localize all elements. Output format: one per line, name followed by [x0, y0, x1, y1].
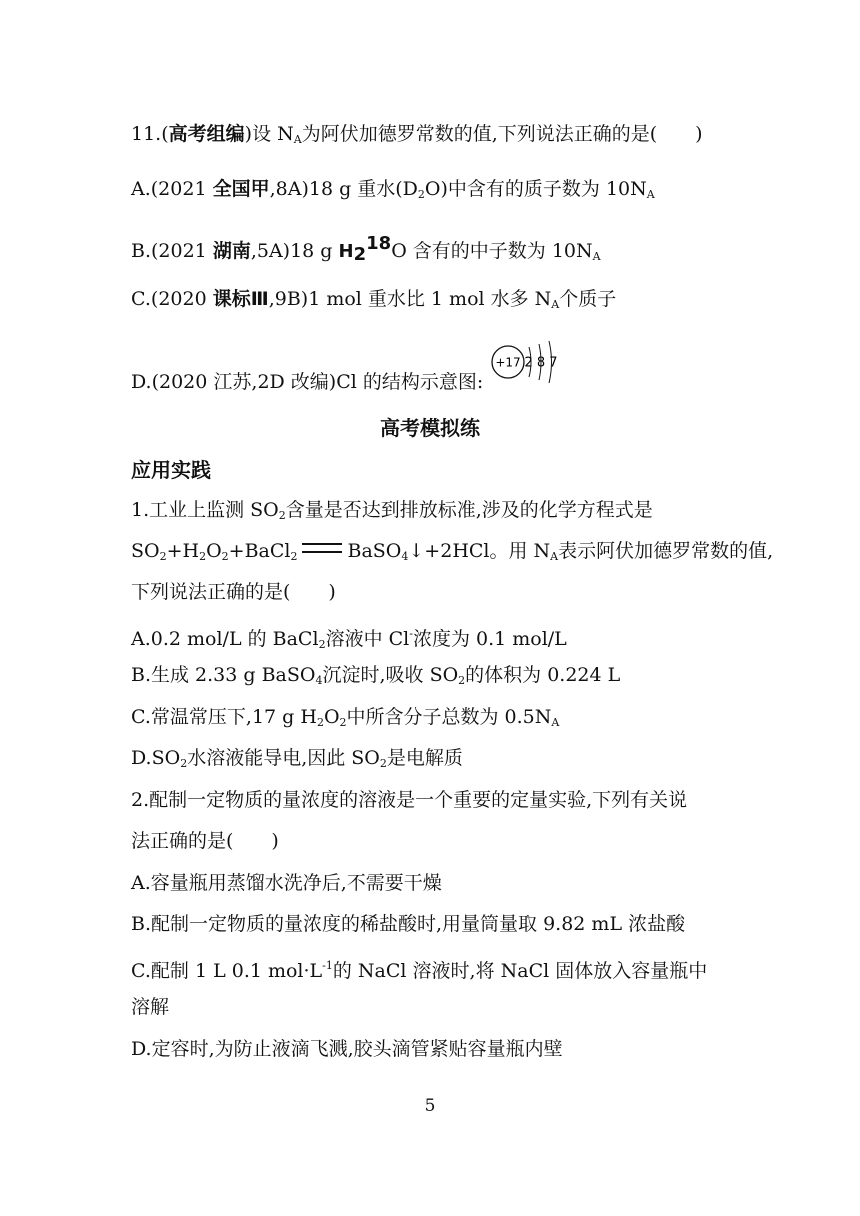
- q11-option-c: C.(2020 课标Ⅲ,9B)1 mol 重水比 1 mol 水多 $N_A$个质子: [131, 288, 617, 311]
- chlorine-atom-structure-diagram: [488, 338, 568, 394]
- page-number: 5: [424, 1096, 436, 1116]
- q1-option-d: $D.SO_2$水溶液能导电,因此 $SO_2$是电解质: [131, 747, 463, 770]
- subsection-title: 应用实践: [131, 458, 211, 482]
- nucleus-charge: +17: [495, 355, 521, 370]
- q11-option-d: D.(2020 江苏,2D 改编)Cl 的结构示意图:: [131, 371, 484, 393]
- q1-option-c: C.常温常压下,17 g $H_2O_2$中所含分子总数为 $0.5N_A$: [131, 706, 560, 729]
- q2-option-c-continued: 溶解: [131, 996, 170, 1018]
- q2-stem-line2: 法正确的是( ): [131, 830, 279, 852]
- q11-option-a: A.(2021 全国甲,8A)18 g 重水$(D_2O)$中含有的质子数为 $10N_A$: [131, 178, 655, 201]
- q11-stem: 11.(高考组编)设 $N_A$为阿伏加德罗常数的值,下列说法正确的是( ): [131, 123, 703, 146]
- q2-option-d: D.定容时,为防止液滴飞溅,胶头滴管紧贴容量瓶内壁: [131, 1038, 563, 1060]
- q1-option-b: B.生成 2.33 g BaSO$_4$沉淀时,吸收 $SO_2$的体积为 0.224 L: [131, 664, 621, 687]
- q11-option-b: B.(2021 湖南,5A)18 g $H_2^{18}O$ 含有的中子数为 $10N_A$: [131, 233, 601, 265]
- q1-stem-equation: $SO_2+H_2O_2+BaCl_2$ BaSO$_4$↓+2HCl。用 $N_A$表示阿伏加德罗常数的值,: [131, 540, 774, 563]
- reaction-equals-sign: [302, 543, 342, 553]
- q1-stem-line1: 1.工业上监测 $SO_2$含量是否达到排放标准,涉及的化学方程式是: [131, 499, 653, 522]
- electron-shells: 2 8 7: [524, 355, 558, 371]
- q2-option-a: A.容量瓶用蒸馏水洗净后,不需要干燥: [131, 872, 442, 894]
- q1-stem-line3: 下列说法正确的是( ): [131, 581, 336, 603]
- q2-stem-line1: 2.配制一定物质的量浓度的溶液是一个重要的定量实验,下列有关说: [131, 789, 688, 811]
- q2-option-b: B.配制一定物质的量浓度的稀盐酸时,用量筒量取 9.82 mL 浓盐酸: [131, 913, 686, 935]
- section-title: 高考模拟练: [380, 416, 480, 440]
- q1-option-a: A.0.2 mol/L 的 BaCl$_2$溶液中 Cl-浓度为 0.1 mol/L: [131, 627, 567, 651]
- q2-option-c: C.配制 1 L 0.1 $mol\cdot L^{-1}$的 NaCl 溶液时,将 NaCl 固体放入容量瓶中: [131, 959, 708, 982]
